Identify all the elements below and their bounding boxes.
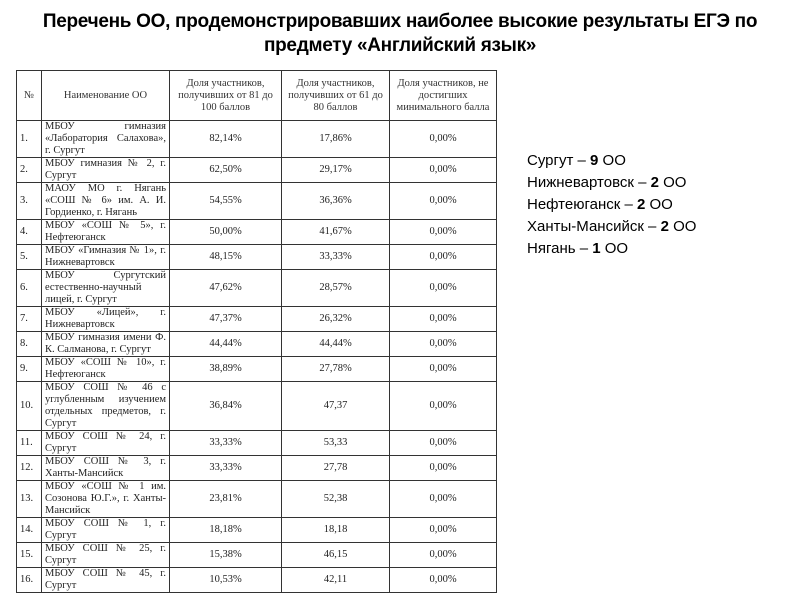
row-number: 8. — [17, 332, 42, 357]
summary-dash: – — [633, 174, 651, 191]
school-name: МБОУ СОШ № 24, г. Сургут — [42, 431, 170, 456]
share-below-min: 0,00% — [390, 270, 497, 307]
summary-count: 2 — [660, 218, 669, 235]
header-below-min: Доля участников, не достигших минимального балла — [390, 71, 497, 121]
share-below-min: 0,00% — [390, 245, 497, 270]
row-number: 2. — [17, 158, 42, 183]
share-61-80: 46,15 — [282, 543, 390, 568]
share-81-100: 15,38% — [170, 543, 282, 568]
share-below-min: 0,00% — [390, 357, 497, 382]
summary-city: Нижневартовск — [527, 174, 634, 191]
title-line-2: предмету «Английский язык» — [263, 35, 537, 56]
share-61-80: 53,33 — [282, 431, 390, 456]
table-row — [17, 158, 497, 183]
school-name: МБОУ СОШ № 46 с углубленным изучением отдельных предметов, г. Сургут — [42, 382, 170, 431]
table-row — [17, 121, 497, 158]
row-number: 10. — [17, 382, 42, 431]
header-number: № — [17, 71, 42, 121]
share-81-100: 33,33% — [170, 431, 282, 456]
share-below-min: 0,00% — [390, 121, 497, 158]
row-number: 5. — [17, 245, 42, 270]
summary-unit: ОО — [658, 174, 687, 191]
share-81-100: 47,37% — [170, 307, 282, 332]
summary-dash: – — [575, 240, 593, 257]
share-61-80: 27,78% — [282, 357, 390, 382]
share-61-80: 17,86% — [282, 121, 390, 158]
slide-title — [0, 10, 800, 58]
share-81-100: 33,33% — [170, 456, 282, 481]
summary-line — [527, 238, 696, 260]
share-below-min: 0,00% — [390, 481, 497, 518]
results-table — [16, 70, 497, 593]
table-header-row — [17, 71, 497, 121]
share-below-min: 0,00% — [390, 456, 497, 481]
summary-dash: – — [573, 152, 591, 169]
summary-line — [527, 172, 696, 194]
share-81-100: 18,18% — [170, 518, 282, 543]
table-row — [17, 518, 497, 543]
share-below-min: 0,00% — [390, 158, 497, 183]
table-row — [17, 357, 497, 382]
share-61-80: 27,78 — [282, 456, 390, 481]
share-below-min: 0,00% — [390, 543, 497, 568]
header-61-80: Доля участников, получивших от 61 до 80 баллов — [282, 71, 390, 121]
school-name: МБОУ «СОШ № 5», г. Нефтеюганск — [42, 220, 170, 245]
share-below-min: 0,00% — [390, 307, 497, 332]
share-81-100: 38,89% — [170, 357, 282, 382]
share-81-100: 10,53% — [170, 568, 282, 593]
table-row — [17, 481, 497, 518]
summary-city: Нефтеюганск — [527, 196, 621, 213]
table-row — [17, 568, 497, 593]
share-61-80: 42,11 — [282, 568, 390, 593]
school-name: МБОУ СОШ № 1, г. Сургут — [42, 518, 170, 543]
summary-count: 9 — [590, 152, 599, 169]
school-name: МБОУ «СОШ № 10», г. Нефтеюганск — [42, 357, 170, 382]
table-row — [17, 332, 497, 357]
summary-count: 2 — [650, 174, 659, 191]
summary-unit: ОО — [668, 218, 697, 235]
share-below-min: 0,00% — [390, 220, 497, 245]
table-row — [17, 543, 497, 568]
row-number: 13. — [17, 481, 42, 518]
summary-unit: ОО — [645, 196, 673, 213]
table-row — [17, 382, 497, 431]
summary-dash: – — [643, 218, 661, 235]
summary-city: Ханты-Мансийск — [527, 218, 644, 235]
share-61-80: 26,32% — [282, 307, 390, 332]
school-name: МАОУ МО г. Нягань «СОШ № 6» им. А. И. Гордиенко, г. Нягань — [42, 183, 170, 220]
share-61-80: 33,33% — [282, 245, 390, 270]
summary-city: Сургут — [527, 152, 574, 169]
share-81-100: 50,00% — [170, 220, 282, 245]
share-61-80: 47,37 — [282, 382, 390, 431]
share-below-min: 0,00% — [390, 183, 497, 220]
share-81-100: 36,84% — [170, 382, 282, 431]
table-row — [17, 456, 497, 481]
school-name: МБОУ гимназия «Лаборатория Салахова», г. Сургут — [42, 121, 170, 158]
row-number: 14. — [17, 518, 42, 543]
header-81-100: Доля участников, получивших от 81 до 100 баллов — [170, 71, 282, 121]
school-name: МБОУ гимназия № 2, г. Сургут — [42, 158, 170, 183]
row-number: 9. — [17, 357, 42, 382]
summary-unit: ОО — [600, 240, 629, 257]
title-line-1: Перечень ОО, продемонстрировавших наиболее высокие результаты ЕГЭ по — [42, 11, 758, 32]
row-number: 3. — [17, 183, 42, 220]
city-summary — [527, 150, 696, 260]
share-81-100: 54,55% — [170, 183, 282, 220]
row-number: 4. — [17, 220, 42, 245]
header-name: Наименование ОО — [42, 71, 170, 121]
share-81-100: 48,15% — [170, 245, 282, 270]
school-name: МБОУ «СОШ № 1 им. Созонова Ю.Г.», г. Ханты-Мансийск — [42, 481, 170, 518]
school-name: МБОУ СОШ № 45, г. Сургут — [42, 568, 170, 593]
table-row — [17, 220, 497, 245]
summary-count: 1 — [592, 240, 601, 257]
school-name: МБОУ СОШ № 3, г. Ханты-Мансийск — [42, 456, 170, 481]
summary-line — [527, 150, 696, 172]
school-name: МБОУ «Гимназия № 1», г. Нижневартовск — [42, 245, 170, 270]
summary-dash: – — [620, 196, 637, 213]
share-81-100: 47,62% — [170, 270, 282, 307]
share-below-min: 0,00% — [390, 431, 497, 456]
school-name: МБОУ «Лицей», г. Нижневартовск — [42, 307, 170, 332]
share-61-80: 18,18 — [282, 518, 390, 543]
share-below-min: 0,00% — [390, 332, 497, 357]
table-row — [17, 245, 497, 270]
share-below-min: 0,00% — [390, 518, 497, 543]
share-81-100: 44,44% — [170, 332, 282, 357]
table-row — [17, 270, 497, 307]
row-number: 6. — [17, 270, 42, 307]
share-61-80: 28,57% — [282, 270, 390, 307]
row-number: 15. — [17, 543, 42, 568]
share-below-min: 0,00% — [390, 568, 497, 593]
share-below-min: 0,00% — [390, 382, 497, 431]
share-61-80: 36,36% — [282, 183, 390, 220]
summary-line — [527, 216, 696, 238]
summary-count: 2 — [637, 196, 646, 213]
share-61-80: 41,67% — [282, 220, 390, 245]
school-name: МБОУ гимназия имени Ф. К. Салманова, г. Сургут — [42, 332, 170, 357]
summary-line — [527, 194, 696, 216]
share-61-80: 52,38 — [282, 481, 390, 518]
school-name: МБОУ СОШ № 25, г. Сургут — [42, 543, 170, 568]
summary-city: Нягань — [527, 240, 576, 257]
share-81-100: 62,50% — [170, 158, 282, 183]
share-81-100: 23,81% — [170, 481, 282, 518]
row-number: 12. — [17, 456, 42, 481]
table-row — [17, 183, 497, 220]
summary-unit: ОО — [598, 152, 626, 169]
share-61-80: 29,17% — [282, 158, 390, 183]
school-name: МБОУ Сургутский естественно-научный лицей, г. Сургут — [42, 270, 170, 307]
row-number: 7. — [17, 307, 42, 332]
share-81-100: 82,14% — [170, 121, 282, 158]
row-number: 16. — [17, 568, 42, 593]
share-61-80: 44,44% — [282, 332, 390, 357]
table-row — [17, 307, 497, 332]
row-number: 1. — [17, 121, 42, 158]
row-number: 11. — [17, 431, 42, 456]
table-row — [17, 431, 497, 456]
